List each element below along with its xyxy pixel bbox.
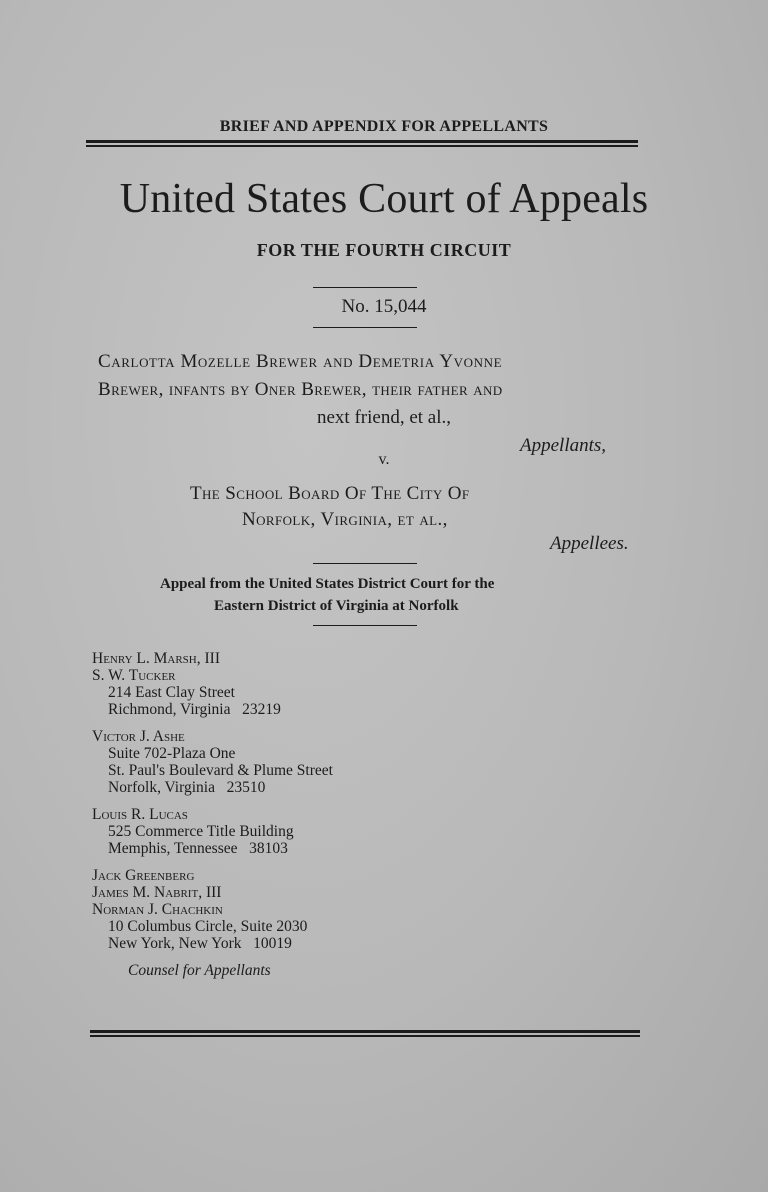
appeal-top-rule [313, 563, 417, 564]
counsel-address: St. Paul's Boulevard & Plume Street [108, 762, 333, 779]
circuit-subtitle: FOR THE FOURTH CIRCUIT [256, 240, 512, 260]
counsel-name: Victor J. Ashe [92, 728, 185, 745]
header-double-rule [86, 140, 638, 147]
counsel-name: Henry L. Marsh, III [92, 650, 220, 667]
counsel-group-4 [92, 867, 333, 952]
counsel-group-1 [92, 650, 333, 718]
court-title: United States Court of Appeals [119, 176, 649, 222]
appellants-role: Appellants, [520, 435, 607, 456]
counsel-address: New York, New York 10019 [108, 935, 292, 952]
counsel-group-2 [92, 728, 333, 796]
counsel-address: Richmond, Virginia 23219 [108, 701, 281, 718]
counsel-label: Counsel for Appellants [128, 962, 271, 979]
case-number-bottom-rule [313, 327, 417, 328]
counsel-address: 214 East Clay Street [108, 684, 235, 701]
case-number-top-rule [313, 287, 417, 288]
counsel-group-3 [92, 806, 333, 857]
appellees-line-2: Norfolk, Virginia, et al., [242, 509, 448, 530]
counsel-name: James M. Nabrit, III [92, 884, 222, 901]
appeal-line-1: Appeal from the United States District Court for the [160, 576, 495, 592]
counsel-name: Louis R. Lucas [92, 806, 188, 823]
counsel-name: Norman J. Chachkin [92, 901, 223, 918]
appellants-line-1: Carlotta Mozelle Brewer and Demetria Yvonne [98, 351, 503, 372]
appeal-bottom-rule [313, 625, 417, 626]
counsel-address: Norfolk, Virginia 23510 [108, 779, 266, 796]
counsel-address: 525 Commerce Title Building [108, 823, 294, 840]
counsel-address: 10 Columbus Circle, Suite 2030 [108, 918, 308, 935]
counsel-name: Jack Greenberg [92, 867, 195, 884]
appellants-line-3: next friend, et al., [316, 407, 451, 428]
appellees-line-1: The School Board Of The City Of [190, 483, 470, 504]
counsel-name: S. W. Tucker [92, 667, 176, 684]
case-number: No. 15,044 [341, 296, 427, 317]
appellants-line-2: Brewer, infants by Oner Brewer, their father and [98, 379, 503, 400]
counsel-address: Suite 702-Plaza One [108, 745, 236, 762]
appeal-line-2: Eastern District of Virginia at Norfolk [214, 598, 459, 614]
counsel-address: Memphis, Tennessee 38103 [108, 840, 288, 857]
brief-header: BRIEF AND APPENDIX FOR APPELLANTS [219, 118, 549, 135]
footer-double-rule [90, 1030, 640, 1037]
appellees-role: Appellees. [550, 533, 629, 554]
counsel-list [92, 650, 333, 979]
versus: v. [378, 451, 390, 468]
